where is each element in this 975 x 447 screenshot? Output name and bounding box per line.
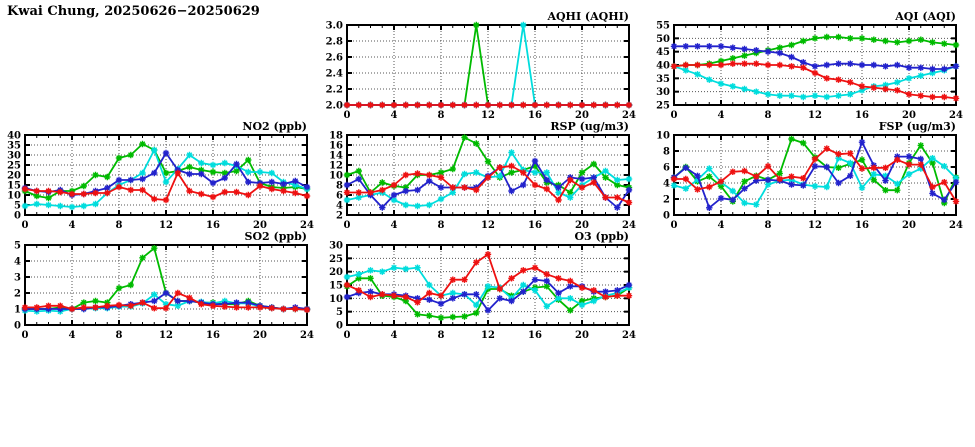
svg-text:12: 12 (481, 330, 495, 341)
svg-text:24: 24 (949, 220, 963, 231)
svg-text:2: 2 (336, 210, 343, 222)
svg-text:30: 30 (329, 240, 343, 252)
svg-text:2.2: 2.2 (325, 84, 343, 96)
svg-text:0: 0 (670, 220, 678, 231)
plot-canvas (650, 121, 968, 232)
svg-text:20: 20 (575, 220, 589, 231)
svg-text:3.0: 3.0 (325, 20, 343, 32)
svg-text:10: 10 (329, 170, 343, 182)
svg-text:2.0: 2.0 (325, 100, 343, 112)
svg-text:4: 4 (336, 200, 343, 212)
svg-text:15: 15 (329, 280, 343, 292)
svg-text:5: 5 (14, 240, 21, 252)
plot-canvas (650, 11, 968, 122)
svg-text:5: 5 (14, 200, 21, 212)
svg-text:2: 2 (663, 194, 670, 206)
svg-text:12: 12 (481, 110, 495, 121)
svg-text:55: 55 (656, 20, 670, 32)
svg-text:2.8: 2.8 (325, 36, 343, 48)
svg-text:8: 8 (115, 220, 123, 231)
svg-text:10: 10 (329, 293, 343, 305)
svg-text:20: 20 (902, 110, 916, 121)
svg-text:16: 16 (206, 220, 220, 231)
svg-text:16: 16 (206, 330, 220, 341)
svg-text:4: 4 (390, 220, 398, 231)
chart-no2 (1, 121, 319, 232)
svg-text:4: 4 (390, 110, 398, 121)
svg-text:20: 20 (575, 110, 589, 121)
svg-text:35: 35 (656, 73, 670, 85)
svg-text:16: 16 (528, 330, 542, 341)
chart-title-rsp: RSP (ug/m3) (550, 120, 629, 133)
svg-text:8: 8 (336, 180, 343, 192)
svg-text:8: 8 (764, 220, 772, 231)
svg-text:30: 30 (656, 87, 670, 99)
plot-canvas (1, 121, 319, 232)
svg-text:4: 4 (390, 330, 398, 341)
svg-text:0: 0 (343, 220, 351, 231)
svg-text:10: 10 (7, 190, 21, 202)
svg-text:0: 0 (670, 110, 678, 121)
chart-fsp (650, 121, 968, 232)
svg-text:24: 24 (622, 110, 636, 121)
plot-canvas (1, 231, 319, 342)
page-title: Kwai Chung, 20250626−20250629 (7, 4, 260, 19)
svg-text:30: 30 (7, 150, 21, 162)
svg-text:2.6: 2.6 (325, 52, 343, 64)
svg-text:45: 45 (656, 47, 670, 59)
svg-text:18: 18 (329, 130, 343, 142)
svg-text:8: 8 (437, 330, 445, 341)
svg-text:20: 20 (253, 330, 267, 341)
svg-text:12: 12 (808, 220, 822, 231)
chart-title-aqi: AQI (AQI) (895, 10, 956, 23)
svg-text:8: 8 (764, 110, 772, 121)
svg-text:4: 4 (717, 110, 725, 121)
svg-text:24: 24 (300, 220, 314, 231)
chart-title-fsp: FSP (ug/m3) (878, 120, 956, 133)
svg-text:0: 0 (343, 330, 351, 341)
svg-text:4: 4 (717, 220, 725, 231)
svg-text:6: 6 (663, 162, 670, 174)
svg-text:0: 0 (21, 220, 29, 231)
svg-text:40: 40 (656, 60, 670, 72)
svg-text:12: 12 (808, 110, 822, 121)
svg-text:0: 0 (21, 330, 29, 341)
svg-text:0: 0 (663, 210, 670, 222)
svg-text:0: 0 (343, 110, 351, 121)
svg-text:25: 25 (329, 253, 343, 265)
svg-text:0: 0 (336, 320, 343, 332)
chart-aqi (650, 11, 968, 122)
svg-text:8: 8 (437, 220, 445, 231)
svg-text:8: 8 (437, 110, 445, 121)
svg-text:12: 12 (481, 220, 495, 231)
svg-text:24: 24 (300, 330, 314, 341)
svg-text:12: 12 (159, 220, 173, 231)
svg-text:4: 4 (663, 178, 670, 190)
svg-text:15: 15 (7, 180, 21, 192)
svg-text:20: 20 (329, 267, 343, 279)
svg-text:8: 8 (115, 330, 123, 341)
svg-text:2.4: 2.4 (325, 68, 343, 80)
svg-text:8: 8 (663, 146, 670, 158)
plot-canvas (323, 231, 641, 342)
chart-title-o3: O3 (ppb) (574, 230, 629, 243)
chart-aqhi (323, 11, 641, 122)
svg-text:35: 35 (7, 140, 21, 152)
chart-title-so2: SO2 (ppb) (244, 230, 307, 243)
svg-text:14: 14 (329, 150, 343, 162)
svg-text:40: 40 (7, 130, 21, 142)
svg-text:50: 50 (656, 33, 670, 45)
svg-text:4: 4 (68, 330, 76, 341)
svg-text:16: 16 (528, 220, 542, 231)
svg-text:0: 0 (14, 320, 21, 332)
svg-text:6: 6 (336, 190, 343, 202)
chart-title-no2: NO2 (ppb) (242, 120, 307, 133)
svg-text:4: 4 (68, 220, 76, 231)
svg-text:16: 16 (855, 220, 869, 231)
svg-text:20: 20 (575, 330, 589, 341)
svg-text:24: 24 (622, 330, 636, 341)
svg-text:3: 3 (14, 272, 21, 284)
svg-text:10: 10 (656, 130, 670, 142)
svg-text:20: 20 (7, 170, 21, 182)
plot-canvas (323, 11, 641, 122)
plot-canvas (323, 121, 641, 232)
chart-so2 (1, 231, 319, 342)
svg-text:2: 2 (14, 288, 21, 300)
svg-text:12: 12 (329, 160, 343, 172)
svg-text:24: 24 (949, 110, 963, 121)
svg-text:16: 16 (855, 110, 869, 121)
svg-text:12: 12 (159, 330, 173, 341)
svg-text:20: 20 (902, 220, 916, 231)
svg-text:4: 4 (14, 256, 21, 268)
svg-text:1: 1 (14, 304, 21, 316)
chart-o3 (323, 231, 641, 342)
svg-text:25: 25 (656, 100, 670, 112)
svg-text:25: 25 (7, 160, 21, 172)
chart-rsp (323, 121, 641, 232)
svg-text:0: 0 (14, 210, 21, 222)
svg-text:16: 16 (528, 110, 542, 121)
svg-text:16: 16 (329, 140, 343, 152)
svg-text:20: 20 (253, 220, 267, 231)
svg-text:24: 24 (622, 220, 636, 231)
chart-title-aqhi: AQHI (AQHI) (547, 10, 629, 23)
svg-text:5: 5 (336, 307, 343, 319)
